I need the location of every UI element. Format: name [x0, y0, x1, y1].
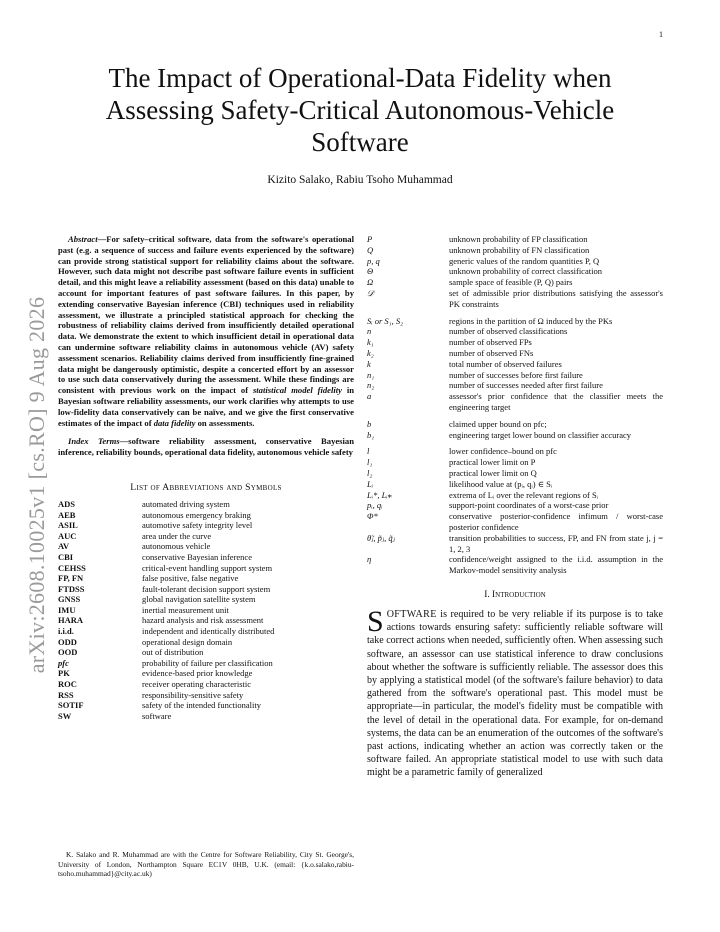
symbol-description: support-point coordinates of a worst-case prior	[449, 500, 609, 511]
symbol-description: unknown probability of FN classification	[449, 244, 590, 255]
symbol: 𝒟	[367, 287, 374, 298]
abbreviation-row	[58, 594, 354, 605]
symbol: l	[367, 446, 370, 457]
abbreviation-key: AV	[58, 541, 70, 552]
intro-small-caps: OFTWARE	[386, 608, 437, 620]
abbreviation-key: IMU	[58, 604, 76, 615]
symbol: pᵢ, qᵢ	[367, 500, 383, 511]
abbreviation-meaning: area under the curve	[142, 530, 212, 541]
abstract	[58, 234, 354, 428]
abbreviation-key: PK	[58, 668, 70, 679]
symbol-row	[367, 326, 663, 337]
symbol: b₁	[367, 429, 375, 440]
abbreviation-key: AEB	[58, 509, 76, 520]
right-column	[367, 234, 663, 780]
abbreviation-row	[58, 531, 354, 542]
abbreviation-row	[58, 690, 354, 701]
abbreviation-meaning: fault-tolerant decision support system	[142, 583, 271, 594]
abbreviation-meaning: critical-event handling support system	[142, 562, 273, 573]
abbreviation-key: HARA	[58, 615, 84, 626]
symbol: P	[367, 234, 373, 244]
symbol: Lᵢ	[367, 478, 374, 489]
symbol: Ω	[367, 277, 374, 288]
abstract-text-3: on assessments.	[195, 417, 255, 428]
symbol: n₁	[367, 369, 375, 380]
symbol-description: number of observed FNs	[449, 347, 534, 358]
symbol-description: transition probabilities to success, FP, and FN from state j, j = 1, 2, 3	[449, 532, 663, 554]
symbol-description: generic values of the random quantities P, Q	[449, 255, 600, 266]
symbol: l₂	[367, 467, 373, 478]
abstract-emphasis-1: statistical model fidelity	[252, 385, 342, 396]
symbol: Φ*	[367, 511, 378, 522]
abbreviation-meaning: autonomous vehicle	[142, 541, 211, 552]
symbol: Θ	[367, 266, 374, 277]
symbol-description: number of successes needed after first failure	[449, 380, 603, 391]
symbol-row	[367, 533, 663, 555]
symbol-description: assessor's prior confidence that the classifier meets the engineering target	[449, 391, 663, 412]
abbreviation-meaning: software	[142, 710, 172, 721]
abbreviation-meaning: out of distribution	[142, 647, 204, 658]
abbreviation-key: i.i.d.	[58, 626, 74, 637]
abbreviation-row	[58, 615, 354, 626]
abbreviation-meaning: probability of failure per classification	[142, 657, 273, 668]
abbreviation-key: ROC	[58, 679, 77, 690]
abstract-text-2: in Bayesian software reliability assessments, our work clarifies why attempts to use low-fidelity data conservatively can be naïve, and we give the first conservative estimates of the impact of	[58, 385, 354, 428]
abbreviation-row	[58, 499, 354, 510]
abbreviation-key: RSS	[58, 689, 74, 700]
abbreviation-row	[58, 700, 354, 711]
symbol: Lᵢ*, Lᵢ⁎	[367, 489, 392, 500]
abbreviation-key: AUC	[58, 530, 77, 541]
symbol-row	[367, 490, 663, 501]
symbol-row	[367, 468, 663, 479]
abbreviation-row	[58, 520, 354, 531]
symbol: n	[367, 326, 372, 337]
symbol: η	[367, 554, 372, 565]
symbol-row	[367, 245, 663, 256]
symbol-row	[367, 500, 663, 511]
symbol-row	[367, 380, 663, 391]
abbreviation-key: CBI	[58, 551, 74, 562]
symbol-description: practical lower limit on P	[449, 457, 536, 468]
symbol-description: number of successes before first failure	[449, 369, 583, 380]
abbreviation-key: SOTIF	[58, 700, 84, 711]
abbreviation-key: FTDSS	[58, 583, 85, 594]
abbreviation-row	[58, 626, 354, 637]
abbreviation-meaning: autonomous emergency braking	[142, 509, 251, 520]
symbol-row	[367, 337, 663, 348]
abbreviation-row	[58, 573, 354, 584]
abbreviation-key: CEHSS	[58, 562, 86, 573]
symbol-row	[367, 440, 663, 457]
symbol-row	[367, 370, 663, 381]
symbol: θ̃ⱼ, p̃ⱼ, q̃ⱼ	[367, 532, 395, 543]
symbol-description: regions in the partition of Ω induced by the PKs	[449, 315, 613, 326]
symbol-row	[367, 413, 663, 430]
abbreviation-row	[58, 605, 354, 616]
abbreviation-meaning: receiver operating characteristic	[142, 679, 252, 690]
symbols-table	[367, 234, 663, 576]
abbreviation-row	[58, 679, 354, 690]
introduction-heading: I. Introduction	[484, 589, 546, 600]
symbol: n₂	[367, 380, 375, 391]
abbreviations-table	[58, 499, 354, 721]
symbol-description: unknown probability of FP classification	[449, 234, 588, 244]
symbol-row	[367, 266, 663, 277]
abbreviation-meaning: responsibility-sensitive safety	[142, 689, 244, 700]
symbol-description: extrema of Lᵢ over the relevant regions of Sᵢ	[449, 489, 599, 500]
abbreviation-meaning: conservative Bayesian inference	[142, 551, 252, 562]
introduction-text	[367, 604, 663, 780]
abbreviation-meaning: inertial measurement unit	[142, 604, 229, 615]
abstract-label: Abstract	[68, 234, 98, 244]
symbol-description: sample space of feasible (P, Q) pairs	[449, 277, 573, 288]
abbreviation-key: GNSS	[58, 594, 81, 605]
page-number: 1	[659, 30, 663, 39]
symbol-row	[367, 277, 663, 288]
abbreviation-row	[58, 584, 354, 595]
abbreviation-meaning: automated driving system	[142, 498, 230, 509]
index-terms-label: Index Terms	[68, 436, 120, 447]
symbol-description: number of observed classifications	[449, 326, 568, 337]
abbreviation-row	[58, 637, 354, 648]
symbol-row	[367, 288, 663, 310]
abbreviation-key: ADS	[58, 498, 76, 509]
abbreviation-row	[58, 647, 354, 658]
abbreviation-row	[58, 541, 354, 552]
abbreviation-meaning: automotive safety integrity level	[142, 520, 253, 531]
index-terms-text: —software reliability assessment, conservative Bayesian inference, reliability bounds, operational data fidelity, autonomous vehicle safety	[58, 436, 354, 458]
symbol-description: likelihood value at (pᵢ, qᵢ) ∈ Sᵢ	[449, 478, 553, 489]
abbreviation-key: ASIL	[58, 520, 78, 531]
symbol: b	[367, 418, 372, 429]
symbol: k₂	[367, 347, 374, 358]
symbol-row	[367, 430, 663, 441]
symbol-description: claimed upper bound on pfc;	[449, 418, 547, 429]
abbreviation-row	[58, 563, 354, 574]
left-column	[58, 234, 354, 721]
symbol-row	[367, 554, 663, 576]
symbol-row	[367, 256, 663, 267]
abstract-text-1: —For safety–critical software, data from the software's operational past (e.g. a sequence of success and failure events experienced by the software) can provide strong statistical support for reliability claims about the software. However, such data might not describe past software failure events in sufficient detail, and this might leave a reliability assessment (based on this data) unable to account for important features of past software failures. In this paper, by extending conservative Bayesian inference (CBI) techniques used in reliability assessment, we illustrate a principled statistical approach for checking the robustness of reliability claims derived from insufficiently detailed operational data. We demonstrate the extent to which insufficient detail in operational data can undermine software reliability claims in autonomous vehicle (AV) safety assessment scenarios. Reliability claims derived from insufficiently fine-grained data might be dangerously optimistic, despite a concerted effort by an assessor to use such data conservatively during the assessment. While these findings are consistent with previous work on the impact of	[58, 234, 354, 396]
arxiv-id: arXiv:2608.10025v1 [cs.RO] 9 Aug 2026	[24, 296, 49, 674]
symbol-description: unknown probability of correct classification	[449, 266, 602, 277]
symbol-description: number of observed FPs	[449, 337, 532, 348]
symbol-description: engineering target lower bound on classifier accuracy	[449, 429, 632, 440]
paper-title: The Impact of Operational-Data Fidelity when Assessing Safety-Critical Autonomous-Vehicle Software	[105, 63, 615, 157]
authors: Kizito Salako, Rabiu Tsoho Muhammad	[267, 174, 453, 186]
drop-cap: S	[367, 604, 384, 638]
symbol-row	[367, 310, 663, 327]
symbol-row	[367, 391, 663, 413]
symbol: k₁	[367, 337, 374, 348]
symbol-row	[367, 457, 663, 468]
abbreviation-meaning: global navigation satellite system	[142, 594, 256, 605]
abbreviation-row	[58, 510, 354, 521]
abbreviation-key: ODD	[58, 636, 77, 647]
symbol-description: practical lower limit on Q	[449, 467, 537, 478]
abbreviation-key: FP, FN	[58, 573, 84, 584]
intro-body: is required to be very reliable if its purpose is to take actions towards ensuring safety: sufficiently reliable software will take correct actions when needed, sufficiently often. When assessing such software, an assessor can use statistical inference to draw conclusions about whether the software is sufficiently reliable. The assessor does this by applying a statistical model (of the software's failure behavior) to data gathered from the software's operational past. This model must be appropriate—in particular, the model's fidelity must be compatible with the level of detail in the operational data. For example, for on-demand systems, the data can be an enumeration of the outcomes of the software's past actions, indicating whether an action was correctly taken or the software failed. An appropriate statistical model to use with such data might be a parametric family of generalized	[367, 608, 663, 779]
abbreviation-row	[58, 658, 354, 669]
abbreviation-row	[58, 552, 354, 563]
symbol-row	[367, 479, 663, 490]
abstract-emphasis-2: data fidelity	[153, 417, 196, 428]
symbol: Q	[367, 244, 374, 255]
symbol-row	[367, 511, 663, 533]
abbreviation-row	[58, 711, 354, 722]
abbreviation-key: OOD	[58, 647, 78, 658]
symbol-row	[367, 234, 663, 245]
symbol-description: total number of observed failures	[449, 358, 562, 369]
abbreviation-meaning: operational design domain	[142, 636, 233, 647]
symbol: p, q	[367, 255, 380, 266]
abbreviation-meaning: evidence-based prior knowledge	[142, 668, 253, 679]
symbol: Sᵢ or S₁, S₂	[367, 315, 404, 326]
abbreviation-meaning: independent and identically distributed	[142, 626, 275, 637]
abbreviation-meaning: safety of the intended functionality	[142, 700, 261, 711]
symbol: a	[367, 391, 372, 402]
symbol-description: set of admissible prior distributions satisfying the assessor's PK constraints	[449, 287, 663, 309]
abbreviations-heading: List of Abbreviations and Symbols	[130, 481, 282, 493]
symbol-description: conservative posterior-confidence infimum / worst-case posterior confidence	[449, 511, 663, 532]
author-footnote: K. Salako and R. Muhammad are with the Centre for Software Reliability, City St. George's, University of London, Northampton Square EC1V 0HB, U.K. (email: {k.o.salako,rabiu-tsoho.muhammad}@city.ac.uk)	[58, 850, 354, 879]
abbreviation-meaning: hazard analysis and risk assessment	[142, 615, 264, 626]
abbreviation-row	[58, 668, 354, 679]
symbol-description: lower confidence–bound on pfc	[449, 446, 557, 457]
symbol-row	[367, 348, 663, 359]
abbreviation-key: pfc	[58, 657, 69, 668]
symbol: k	[367, 358, 371, 369]
abbreviation-key: SW	[58, 710, 72, 721]
symbol-row	[367, 359, 663, 370]
symbol: l₁	[367, 457, 373, 468]
arxiv-stamp	[15, 296, 59, 674]
index-terms	[58, 436, 354, 458]
symbol-description: confidence/weight assigned to the i.i.d. assumption in the Markov-model sensitivity analysis	[449, 554, 663, 576]
abbreviation-meaning: false positive, false negative	[142, 573, 239, 584]
